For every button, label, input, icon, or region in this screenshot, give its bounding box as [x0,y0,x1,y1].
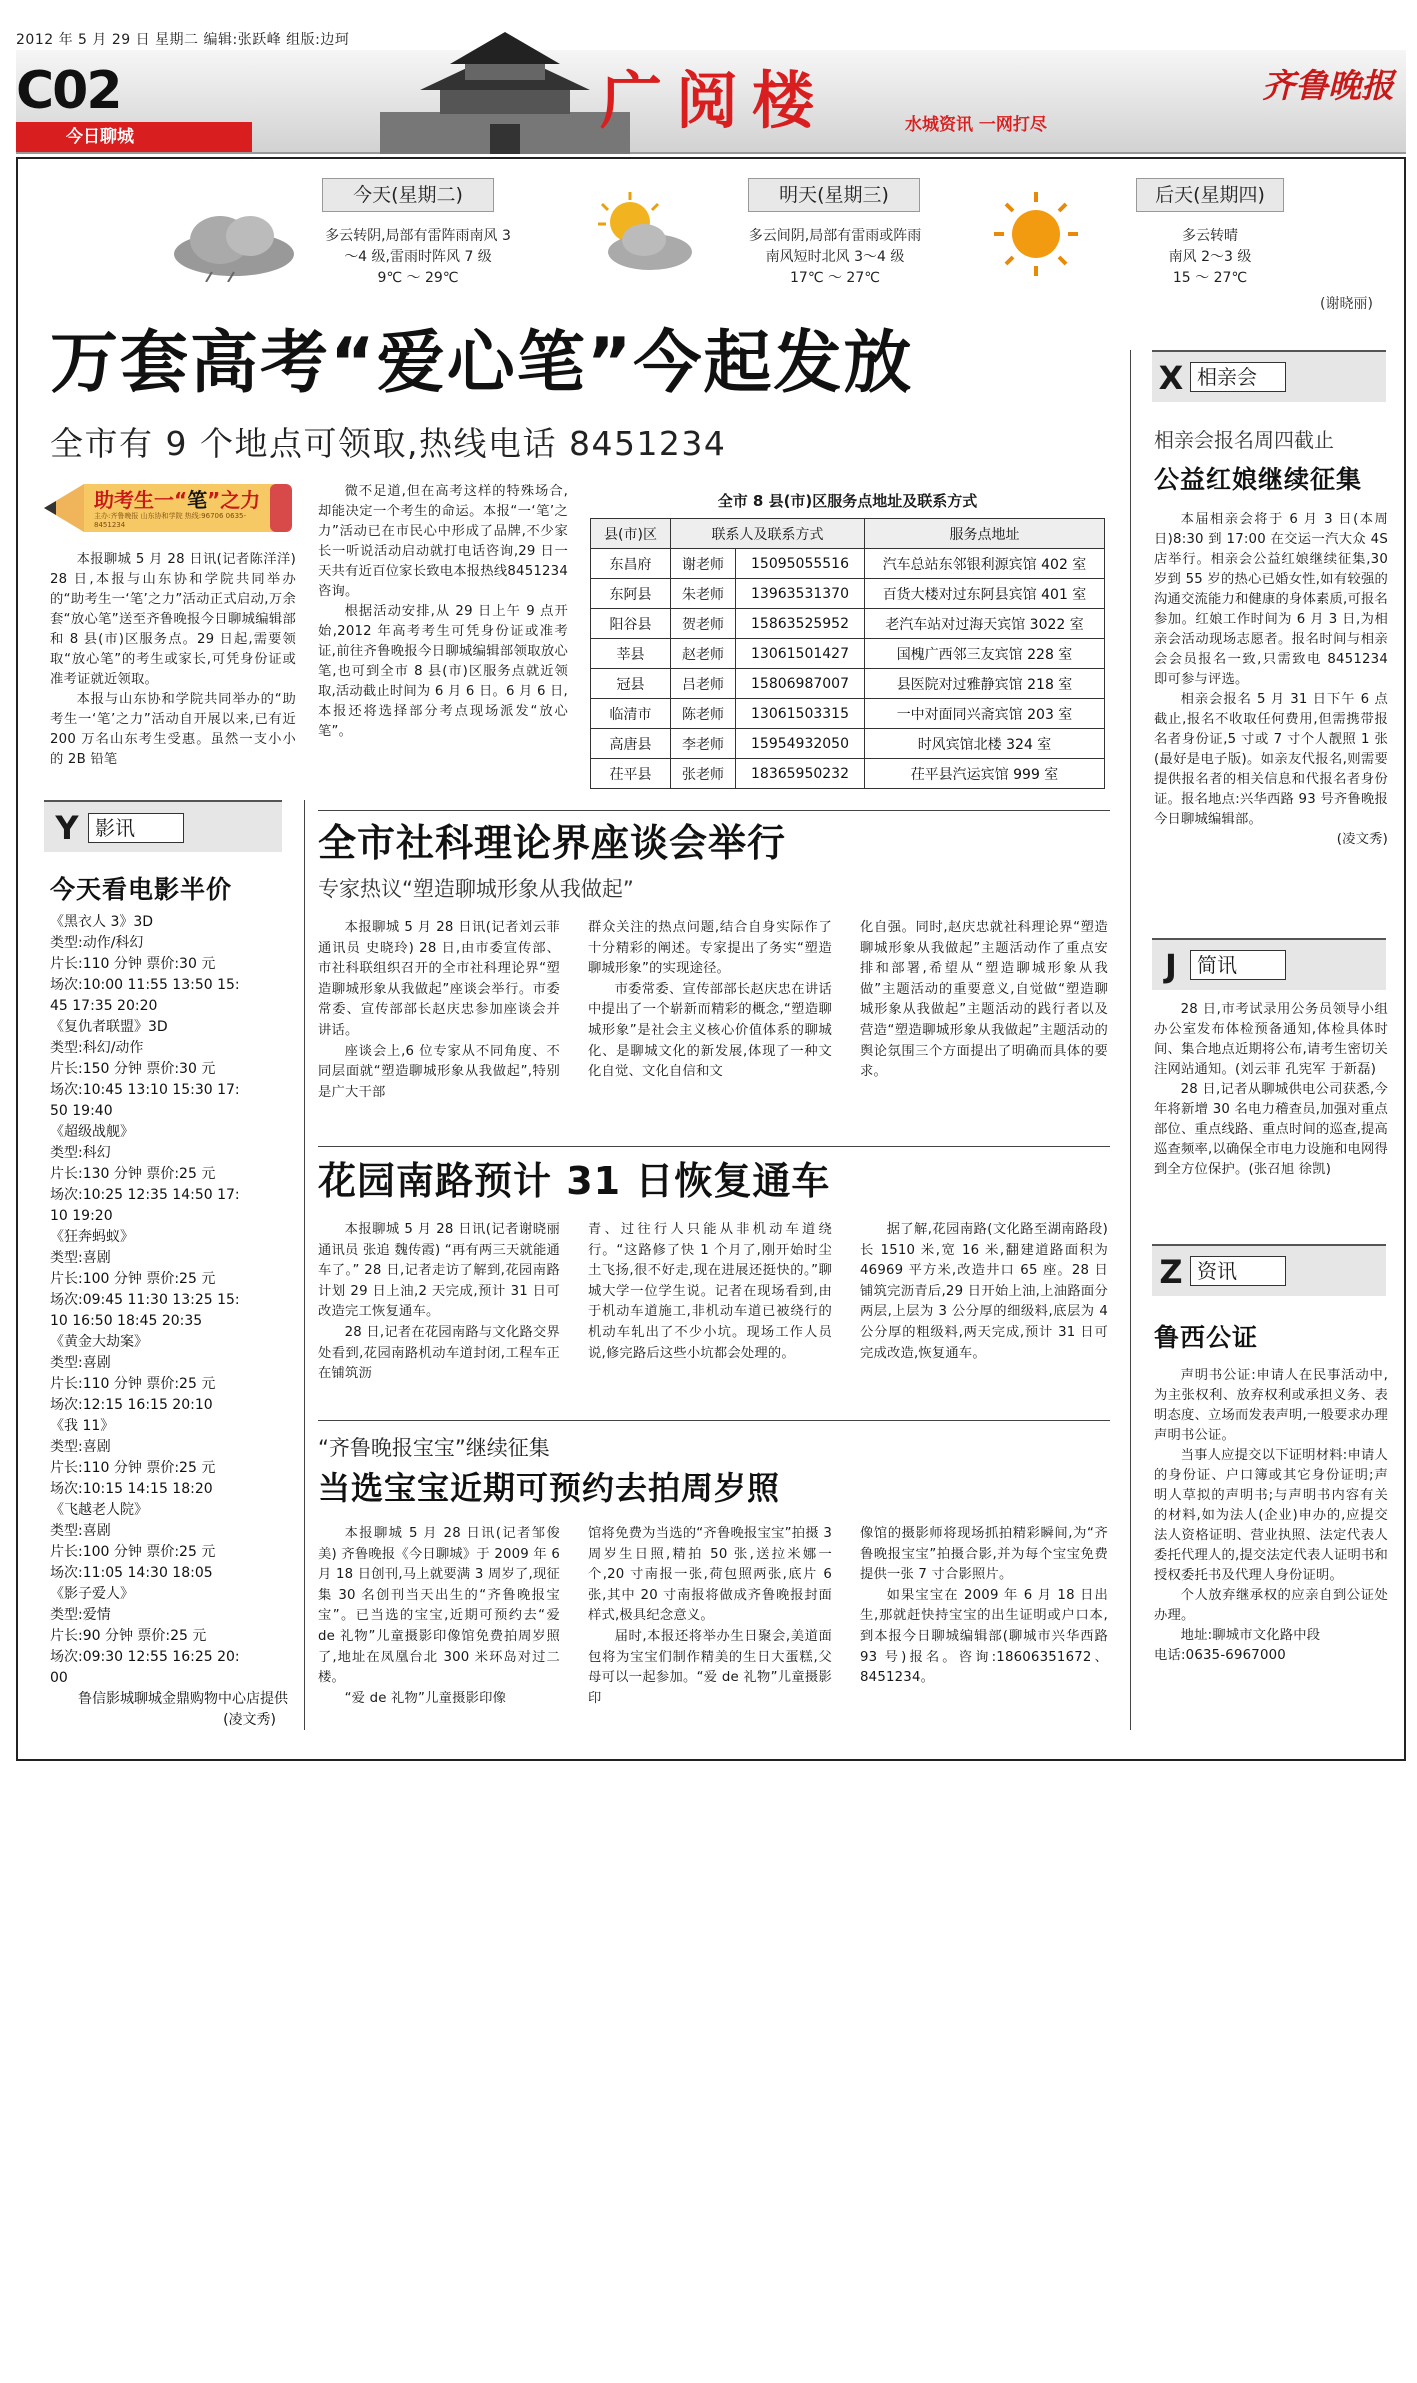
pen-campaign-title: 助考生一“笔”之力 [94,488,261,512]
table-row [591,579,1105,609]
baobao-col-1: 本报聊城 5 月 28 日讯(记者邹俊美) 齐鲁晚报《今日聊城》于 2009 年 6 月 18 日创刊,马上就要满 3 周岁了,现征集 30 名创刊当天出生的“齐鲁晚报宝宝”。已当选的宝宝,近期可预约去“爱 de 礼物”儿童摄影印像馆免费拍周岁照了,地址在凤凰台北 300 米环岛对过二楼。 “爱 de 礼物”儿童摄影印像 [318,1526,560,1706]
brand-logo: 齐鲁晚报 [1262,66,1394,105]
section-letter: Z [1159,1253,1183,1291]
story-divider [318,1146,1110,1147]
zixun-body: 声明书公证:申请人在民事活动中,为主张权利、放弃权利或承担义务、表明态度、立场而发表声明,一般要求办理声明书公证。 当事人应提交以下证明材料:申请人的身份证、户口簿或其它身份证明;声明人草拟的声明书;与声明书内容有关的材料,如为法人(企业)申办的,应提交法人资格证明、营业执照、法定代表人委托代理人的,提交法定代表人证明书和授权委托书及代理人身份证明。 个人放弃继承权的应亲自到公证处办理。 地址:聊城市文化路中段 电话:0635-6967000 [1154,1368,1388,1663]
table-cell: 李老师 [671,729,736,759]
weather-dayafter-text: 多云转晴 南风 2～3 级 15 ～ 27℃ [1168,228,1252,286]
table-header: 联系人及联系方式 [671,519,865,549]
list-item: 《飞越老人院》 类型:喜剧 片长:100 分钟 票价:25 元 场次:11:05 14:30 18:05 [50,1502,216,1581]
table-cell: 国槐广西邻三友宾馆 228 室 [865,639,1105,669]
page-slogan: 水城资讯 一网打尽 [905,115,1047,135]
section-letter: Y [55,809,79,847]
table-cell: 时风宾馆北楼 324 室 [865,729,1105,759]
column-divider [1130,350,1131,1730]
section-letter: J [1165,947,1177,985]
section-letter: X [1158,359,1184,397]
sheke-col-1: 本报聊城 5 月 28 日讯(记者刘云菲 通讯员 史晓玲) 28 日,由市委宣传部、市社科联组织召开的全市社科理论界“塑造聊城形象从我做起”座谈会举行。市委常委、宣传部部长赵庆忠参加座谈会并讲话。 座谈会上,6 位专家从不同角度、不同层面就“塑造聊城形象从我做起”,特别是广大干部 [318,920,560,1100]
table-cell: 百货大楼对过东阿县宾馆 401 室 [865,579,1105,609]
page-title: 广阅楼 [600,64,829,137]
table-cell: 吕老师 [671,669,736,699]
table-row [591,549,1105,579]
huayuan-col-3: 据了解,花园南路(文化路至湖南路段)长 1510 米,宽 16 米,翻建道路面积为 46969 平方米,改造井口 65 座。28 日铺筑完沥青后,29 日开始上油,上油路面分两层,上层为 3 公分厚的细级料,底层为 4 公分厚的粗级料,两天完成,预计 31 日可完成改造,恢复通车。 [860,1222,1108,1361]
section-tag: 资讯 [1190,1256,1286,1286]
weather-tomorrow-label: 明天(星期三) [748,178,920,212]
xiangqin-kicker: 相亲会报名周四截止 [1154,428,1334,452]
section-tag: 影讯 [88,813,184,843]
dateline: 2012 年 5 月 29 日 星期二 编辑:张跃峰 组版:边珂 [16,32,350,48]
lead-headline: 万套高考“爱心笔”今起发放 [50,324,914,403]
story-divider [318,810,1110,811]
huayuan-col-2: 青、过往行人只能从非机动车道绕行。“这路修了快 1 个月了,刚开始时尘土飞扬,很不好走,现在进展还挺快的。”聊城大学一位学生说。记者在现场看到,由于机动车道施工,非机动车道已被绕行的机动车轧出了不少小坑。现场工作人员说,修完路后这些小坑都会处理的。 [588,1222,832,1361]
table-cell: 县医院对过雅静宾馆 218 室 [865,669,1105,699]
table-cell: 东昌府 [591,549,671,579]
column-divider [304,800,305,1730]
weather-today-text: 多云转阴,局部有雷阵雨南风 3 ～4 级,雷雨时阵风 7 级 9℃ ～ 29℃ [325,228,511,286]
service-table [590,518,1105,789]
film-author: (凌文秀) [223,1712,276,1728]
pen-campaign-subtitle: 主办:齐鲁晚报 山东协和学院 热线:96706 0635-8451234 [94,512,247,529]
list-item: 《狂奔蚂蚁》 类型:喜剧 片长:100 分钟 票价:25 元 场次:09:45 11:30 13:25 15: 10 16:50 18:45 20:35 [50,1229,240,1329]
table-row [591,669,1105,699]
table-cell: 贺老师 [671,609,736,639]
lead-col-1: 本报聊城 5 月 28 日讯(记者陈洋洋) 28 日,本报与山东协和学院共同举办的“助考生一‘笔’之力”活动正式启动,万余套“放心笔”送至齐鲁晚报今日聊城编辑部和 8 县(市)区服务点。29 日起,需要领取“放心笔”的考生或家长,可凭身份证或准考证就近领取。 本报与山东协和学院共同举办的“助考生一‘笔’之力”活动自开展以来,已有近 200 万名山东考生受惠。虽然一支小小的 2B 铅笔 [50,552,296,767]
list-item: 《我 11》 类型:喜剧 片长:110 分钟 票价:25 元 场次:10:15 14:15 18:20 [50,1418,216,1497]
service-table-title: 全市 8 县(市)区服务点地址及联系方式 [717,492,978,510]
sheke-headline: 全市社科理论界座谈会举行 [318,821,787,865]
table-cell: 汽车总站东邻银利源宾馆 402 室 [865,549,1105,579]
table-cell: 18365950232 [736,759,865,789]
table-cell: 15954932050 [736,729,865,759]
film-list [50,912,296,1731]
weather-today-label: 今天(星期二) [322,178,494,212]
table-cell: 一中对面同兴斋宾馆 203 室 [865,699,1105,729]
weather-tomorrow-text: 多云间阴,局部有雷雨或阵雨 南风短时北风 3～4 级 17℃ ～ 27℃ [748,228,922,286]
weather-credit: (谢晓丽) [1320,296,1373,312]
weather-dayafter-label: 后天(星期四) [1136,178,1284,212]
table-cell: 阳谷县 [591,609,671,639]
huayuan-col-1: 本报聊城 5 月 28 日讯(记者谢晓丽 通讯员 张追 魏传霞) “再有两三天就能通车了。” 28 日,记者走访了解到,花园南路计划 29 日上油,2 天完成,预计 31 日可改造完工恢复通车。 28 日,记者在花园南路与文化路交界处看到,花园南路机动车道封闭,工程车正在铺筑沥 [318,1222,560,1382]
table-cell: 谢老师 [671,549,736,579]
table-cell: 13963531370 [736,579,865,609]
film-source: 鲁信影城聊城金鼎购物中心店提供 [78,1691,288,1707]
table-row [591,759,1105,789]
table-cell: 茌平县汽运宾馆 999 室 [865,759,1105,789]
film-section-title: 今天看电影半价 [50,875,233,904]
table-cell: 张老师 [671,759,736,789]
page-code: C02 [16,61,121,121]
lead-subhead: 全市有 9 个地点可领取,热线电话 8451234 [50,424,727,463]
list-item: 《影子爱人》 类型:爱情 片长:90 分钟 票价:25 元 场次:09:30 12:55 16:25 20: 00 [50,1586,240,1686]
baobao-col-3: 像馆的摄影师将现场抓拍精彩瞬间,为“齐鲁晚报宝宝”拍摄合影,并为每个宝宝免费提供一张 7 寸合影照片。 如果宝宝在 2009 年 6 月 18 日出生,那就赶快持宝宝的出生证明或户口本,到本报今日聊城编辑部(聊城市兴华西路 93 号)报名。咨询:18606351672、8451234。 [860,1526,1108,1686]
table-cell: 莘县 [591,639,671,669]
table-row [591,729,1105,759]
table-cell: 东阿县 [591,579,671,609]
table-cell: 高唐县 [591,729,671,759]
table-cell: 朱老师 [671,579,736,609]
rain-cloud-icon [162,206,302,282]
service-points-box [590,486,1105,789]
list-item: 《复仇者联盟》3D 类型:科幻/动作 片长:150 分钟 票价:30 元 场次:10:45 13:10 15:30 17: 50 19:40 [50,1019,240,1119]
sheke-subtitle: 专家热议“塑造聊城形象从我做起” [318,877,634,901]
table-row [591,699,1105,729]
baobao-kicker: “齐鲁晚报宝宝”继续征集 [318,1436,550,1460]
table-header: 县(市)区 [591,519,671,549]
table-cell: 茌平县 [591,759,671,789]
table-cell: 冠县 [591,669,671,699]
huayuan-headline: 花园南路预计 31 日恢复通车 [318,1159,831,1203]
jianxun-body: 28 日,市考试录用公务员领导小组办公室发布体检预备通知,体检具体时间、集合地点近期将公布,请考生密切关注网站通知。(刘云菲 孔宪军 于新磊) 28 日,记者从聊城供电公司获悉,今年将新增 30 名电力稽查员,加强对重点部位、重点线路、重点时间的巡查,提高巡查频率,以确保全市电力设施和电网得到全方位保护。(张召旭 徐凯) [1154,1002,1388,1177]
xiangqin-body: 本届相亲会将于 6 月 3 日(本周日)8:30 到 17:00 在交运一汽大众 4S 店举行。相亲会公益红娘继续征集,30 岁到 55 岁的热心已婚女性,如有较强的沟通交流能力和健康的身体素质,可报名参加。红娘工作时间为 6 月 3 日,为相亲会活动现场志愿者。报名时间与相亲会会员报名一致,只需致电 8451234 即可参与评选。 相亲会报名 5 月 31 日下午 6 点截止,报名不收取任何费用,但需携带报名者身份证,5 寸或 7 寸个人靓照 1 张(最好是电子版)。如亲友代报名,则需要提供报名者的相关信息和代报名者身份证。报名地点:兴华西路 93 号齐鲁晚报今日聊城编辑部。 (凌文秀) [1154,512,1388,847]
table-cell: 13061503315 [736,699,865,729]
table-cell: 13061501427 [736,639,865,669]
xiangqin-title: 公益红娘继续征集 [1154,465,1363,494]
table-cell: 15863525952 [736,609,865,639]
table-cell: 陈老师 [671,699,736,729]
table-cell: 赵老师 [671,639,736,669]
section-label: 今日聊城 [16,122,252,152]
table-cell: 老汽车站对过海天宾馆 3022 室 [865,609,1105,639]
list-item: 《黄金大劫案》 类型:喜剧 片长:110 分钟 票价:25 元 场次:12:15 16:15 20:10 [50,1334,216,1413]
tower-image [380,28,630,154]
table-row [591,609,1105,639]
zixun-title: 鲁西公证 [1154,1323,1259,1352]
list-item: 《超级战舰》 类型:科幻 片长:130 分钟 票价:25 元 场次:10:25 12:35 14:50 17: 10 19:20 [50,1124,240,1224]
sun-cloud-icon [588,192,694,274]
lead-col-2: 微不足道,但在高考这样的特殊场合,却能决定一个考生的命运。本报“一‘笔’之力”活动已在市民心中形成了品牌,不少家长一听说活动启动就打电话咨询,29 日一天共有近百位家长致电本报热线8451234 咨询。 根据活动安排,从 29 日上午 9 点开始,2012 年高考考生可凭身份证或准考证,前往齐鲁晚报今日聊城编辑部领取放心笔,也可到全市 8 县(市)区服务点就近领取,活动截止时间为 6 月 6 日。6 月 6 日,本报还将选择部分考点现场派发“放心笔”。 [318,484,568,739]
sun-icon [980,188,1092,276]
section-tag: 简讯 [1190,950,1286,980]
section-tag: 相亲会 [1190,362,1286,392]
baobao-headline: 当选宝宝近期可预约去拍周岁照 [318,1469,781,1507]
list-item: 《黑衣人 3》3D 类型:动作/科幻 片长:110 分钟 票价:30 元 场次:10:00 11:55 13:50 15: 45 17:35 20:20 [50,914,240,1014]
table-header-row [591,519,1105,549]
table-header: 服务点地址 [865,519,1105,549]
table-cell: 临清市 [591,699,671,729]
table-cell: 15806987007 [736,669,865,699]
baobao-col-2: 馆将免费为当选的“齐鲁晚报宝宝”拍摄 3 周岁生日照,精拍 50 张,送拉米娜一个,20 寸南报一张,荷包照两张,底片 6 张,其中 20 寸南报将做成齐鲁晚报封面样式,极具纪念意义。 届时,本报还将举办生日聚会,美道面包将为宝宝们制作精美的生日大蛋糕,父母可以一起参加。“爱 de 礼物”儿童摄影印 [588,1526,832,1706]
sheke-col-3: 化自强。同时,赵庆忠就社科理论界“塑造聊城形象从我做起”主题活动作了重点安排和部署,希望从“塑造聊城形象从我做”主题活动的重要意义,自觉做“塑造聊城形象从我做起”主题活动的践行者以及营造“塑造聊城形象从我做起”主题活动的舆论氛围三个方面提出了明确而具体的要求。 [860,920,1108,1080]
story-divider [318,1420,1110,1421]
table-cell: 15095055516 [736,549,865,579]
sheke-col-2: 群众关注的热点问题,结合自身实际作了十分精彩的阐述。专家提出了务实“塑造聊城形象”的实现途径。 市委常委、宣传部部长赵庆忠在讲话中提出了一个崭新而精彩的概念,“塑造聊城形象”是社会主义核心价值体系的聊城化、是聊城文化的新发展,体现了一种文化自觉、文化自信和文 [588,920,832,1080]
table-row [591,639,1105,669]
